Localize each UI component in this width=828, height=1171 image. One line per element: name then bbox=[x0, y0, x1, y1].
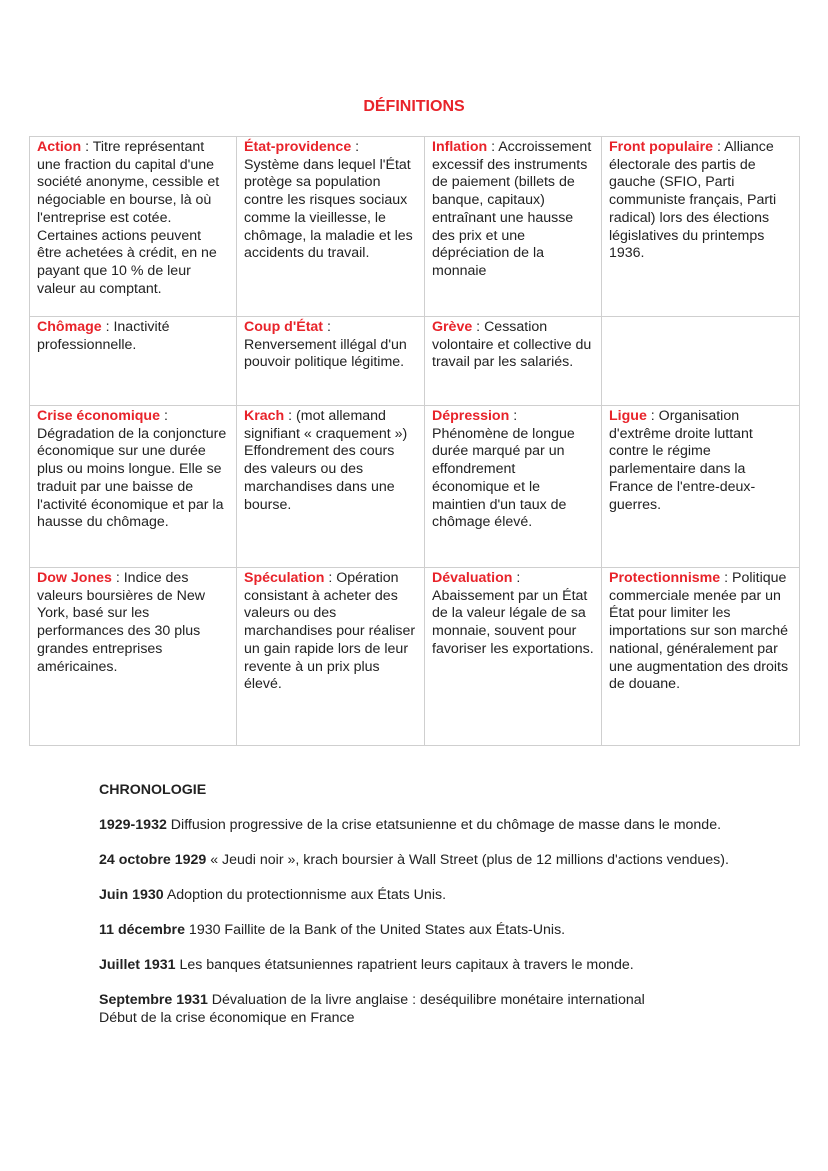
definition-term: Coup d'État bbox=[244, 319, 324, 335]
definition-separator: : bbox=[472, 319, 485, 335]
definitions-row bbox=[30, 568, 800, 746]
definition-term: Dow Jones bbox=[37, 570, 112, 586]
definitions-row bbox=[30, 317, 800, 406]
definition-separator: : bbox=[101, 319, 114, 335]
event-text-extra: Début de la crise économique en France bbox=[99, 1010, 355, 1026]
event-text: Dévaluation de la livre anglaise : deséquilibre monétaire international bbox=[207, 992, 645, 1008]
definition-separator: : bbox=[81, 139, 93, 155]
definition-term: Dévaluation bbox=[432, 570, 513, 586]
definition-separator: : bbox=[720, 570, 732, 586]
definition-cell bbox=[30, 317, 237, 406]
definition-text: Inactivité professionnelle. bbox=[37, 319, 170, 353]
event-date: Juillet 1931 bbox=[99, 957, 176, 973]
definition-text: Accroissement excessif des instruments de paiement (billets de banque, capitaux) entraînant une hausse des prix et une dépréciation de la monnaie bbox=[432, 139, 592, 279]
chronology-event bbox=[99, 991, 739, 1027]
definition-separator: : bbox=[487, 139, 499, 155]
event-text: 1930 Faillite de la Bank of the United States aux États-Unis. bbox=[184, 922, 566, 938]
event-date: 24 octobre 1929 bbox=[99, 852, 207, 868]
definition-term: Crise économique bbox=[37, 408, 160, 424]
definition-cell bbox=[30, 568, 237, 746]
definition-cell-empty bbox=[602, 317, 800, 406]
definition-cell bbox=[237, 568, 425, 746]
definition-separator: : bbox=[509, 408, 518, 424]
definition-cell bbox=[425, 568, 602, 746]
definition-term: Grève bbox=[432, 319, 473, 335]
definition-text: Dégradation de la conjoncture économique sur une durée plus ou moins longue. Elle se traduit par une baisse de l'activité économique et par la hausse du chômage. bbox=[37, 425, 227, 531]
definition-text: Organisation d'extrême droite luttant contre le régime parlementaire dans la France de l'entre-deux-guerres. bbox=[609, 408, 756, 513]
chronology-title: CHRONOLOGIE bbox=[99, 782, 207, 798]
definition-cell bbox=[30, 406, 237, 568]
definition-cell bbox=[602, 137, 800, 317]
definition-text: Opération consistant à acheter des valeurs ou des marchandises pour réaliser un gain rapide lors de leur revente à un prix plus élevé. bbox=[244, 570, 416, 693]
definition-term: Protectionnisme bbox=[609, 570, 721, 586]
chronology-event bbox=[99, 886, 739, 904]
event-date: Septembre 1931 bbox=[99, 992, 208, 1008]
definition-separator: : bbox=[284, 408, 297, 424]
definition-text: Phénomène de longue durée marqué par un effondrement économique et le maintien d'un taux de chômage élevé. bbox=[432, 425, 575, 531]
chronology-event bbox=[99, 956, 739, 974]
definition-cell bbox=[425, 137, 602, 317]
event-date: 11 décembre bbox=[99, 922, 185, 938]
event-text: Les banques étatsuniennes rapatrient leurs capitaux à travers le monde. bbox=[175, 957, 634, 973]
definitions-table bbox=[29, 136, 800, 746]
definition-cell bbox=[602, 406, 800, 568]
definition-cell bbox=[237, 137, 425, 317]
event-text: Adoption du protectionnisme aux États Unis. bbox=[163, 887, 447, 903]
definition-text: Abaissement par un État de la valeur légale de sa monnaie, souvent pour favoriser les exportations. bbox=[432, 587, 594, 657]
definition-separator: : bbox=[160, 408, 168, 424]
definition-separator: : bbox=[351, 139, 360, 155]
definitions-row bbox=[30, 406, 800, 568]
definition-term: Inflation bbox=[432, 139, 488, 155]
definition-cell bbox=[237, 406, 425, 568]
definition-text: Renversement illégal d'un pouvoir politique légitime. bbox=[244, 336, 407, 371]
definitions-row bbox=[30, 137, 800, 317]
event-date: 1929-1932 bbox=[99, 817, 167, 833]
definition-term: État-providence bbox=[244, 139, 352, 155]
definition-cell bbox=[237, 317, 425, 406]
definition-text: Cessation volontaire et collective du travail par les salariés. bbox=[432, 319, 592, 371]
chronology-event bbox=[99, 851, 739, 869]
definition-separator: : bbox=[512, 570, 521, 586]
definition-cell bbox=[30, 137, 237, 317]
definition-term: Front populaire bbox=[609, 139, 714, 155]
chronology-event bbox=[99, 816, 739, 834]
definition-term: Krach bbox=[244, 408, 285, 424]
definition-term: Action bbox=[37, 139, 82, 155]
chronology-section bbox=[99, 781, 739, 1044]
definition-separator: : bbox=[111, 570, 124, 586]
definition-separator: : bbox=[323, 319, 331, 335]
chronology-event bbox=[99, 921, 739, 939]
definition-text: (mot allemand signifiant « craquement ») Effondrement des cours des valeurs ou des marchandises dans une bourse. bbox=[244, 408, 408, 513]
definition-term: Dépression bbox=[432, 408, 510, 424]
definition-text: Indice des valeurs boursières de New York, basé sur les performances des 30 plus grandes entreprises américaines. bbox=[37, 570, 205, 675]
definition-term: Spéculation bbox=[244, 570, 325, 586]
definition-separator: : bbox=[713, 139, 725, 155]
definition-separator: : bbox=[324, 570, 337, 586]
definition-separator: : bbox=[646, 408, 659, 424]
definition-cell bbox=[425, 317, 602, 406]
definition-text: Alliance électorale des partis de gauche (SFIO, Parti communiste français, Parti radical) lors des élections législatives du printemps 1936. bbox=[609, 139, 777, 262]
definition-text: Politique commerciale menée par un État pour limiter les importations sur son marché national, généralement par une augmentation des droits de douane. bbox=[609, 570, 789, 693]
page-title: DÉFINITIONS bbox=[363, 98, 465, 115]
definition-term: Ligue bbox=[609, 408, 647, 424]
definition-cell bbox=[602, 568, 800, 746]
definition-text: Système dans lequel l'État protège sa population contre les risques sociaux comme la vieillesse, le chômage, la maladie et les accidents du travail. bbox=[244, 156, 413, 262]
event-text: « Jeudi noir », krach boursier à Wall Street (plus de 12 millions d'actions vendues). bbox=[206, 852, 729, 868]
definition-cell bbox=[425, 406, 602, 568]
event-date: Juin 1930 bbox=[99, 887, 164, 903]
event-text: Diffusion progressive de la crise etatsunienne et du chômage de masse dans le monde. bbox=[166, 817, 722, 833]
definition-term: Chômage bbox=[37, 319, 102, 335]
definition-text: Titre représentant une fraction du capital d'une société anonyme, cessible et négociable en bourse, là où l'entreprise est cotée. Certaines actions peuvent être achetées à crédit, en ne payant que 10 % de leur valeur au comptant. bbox=[37, 139, 220, 297]
